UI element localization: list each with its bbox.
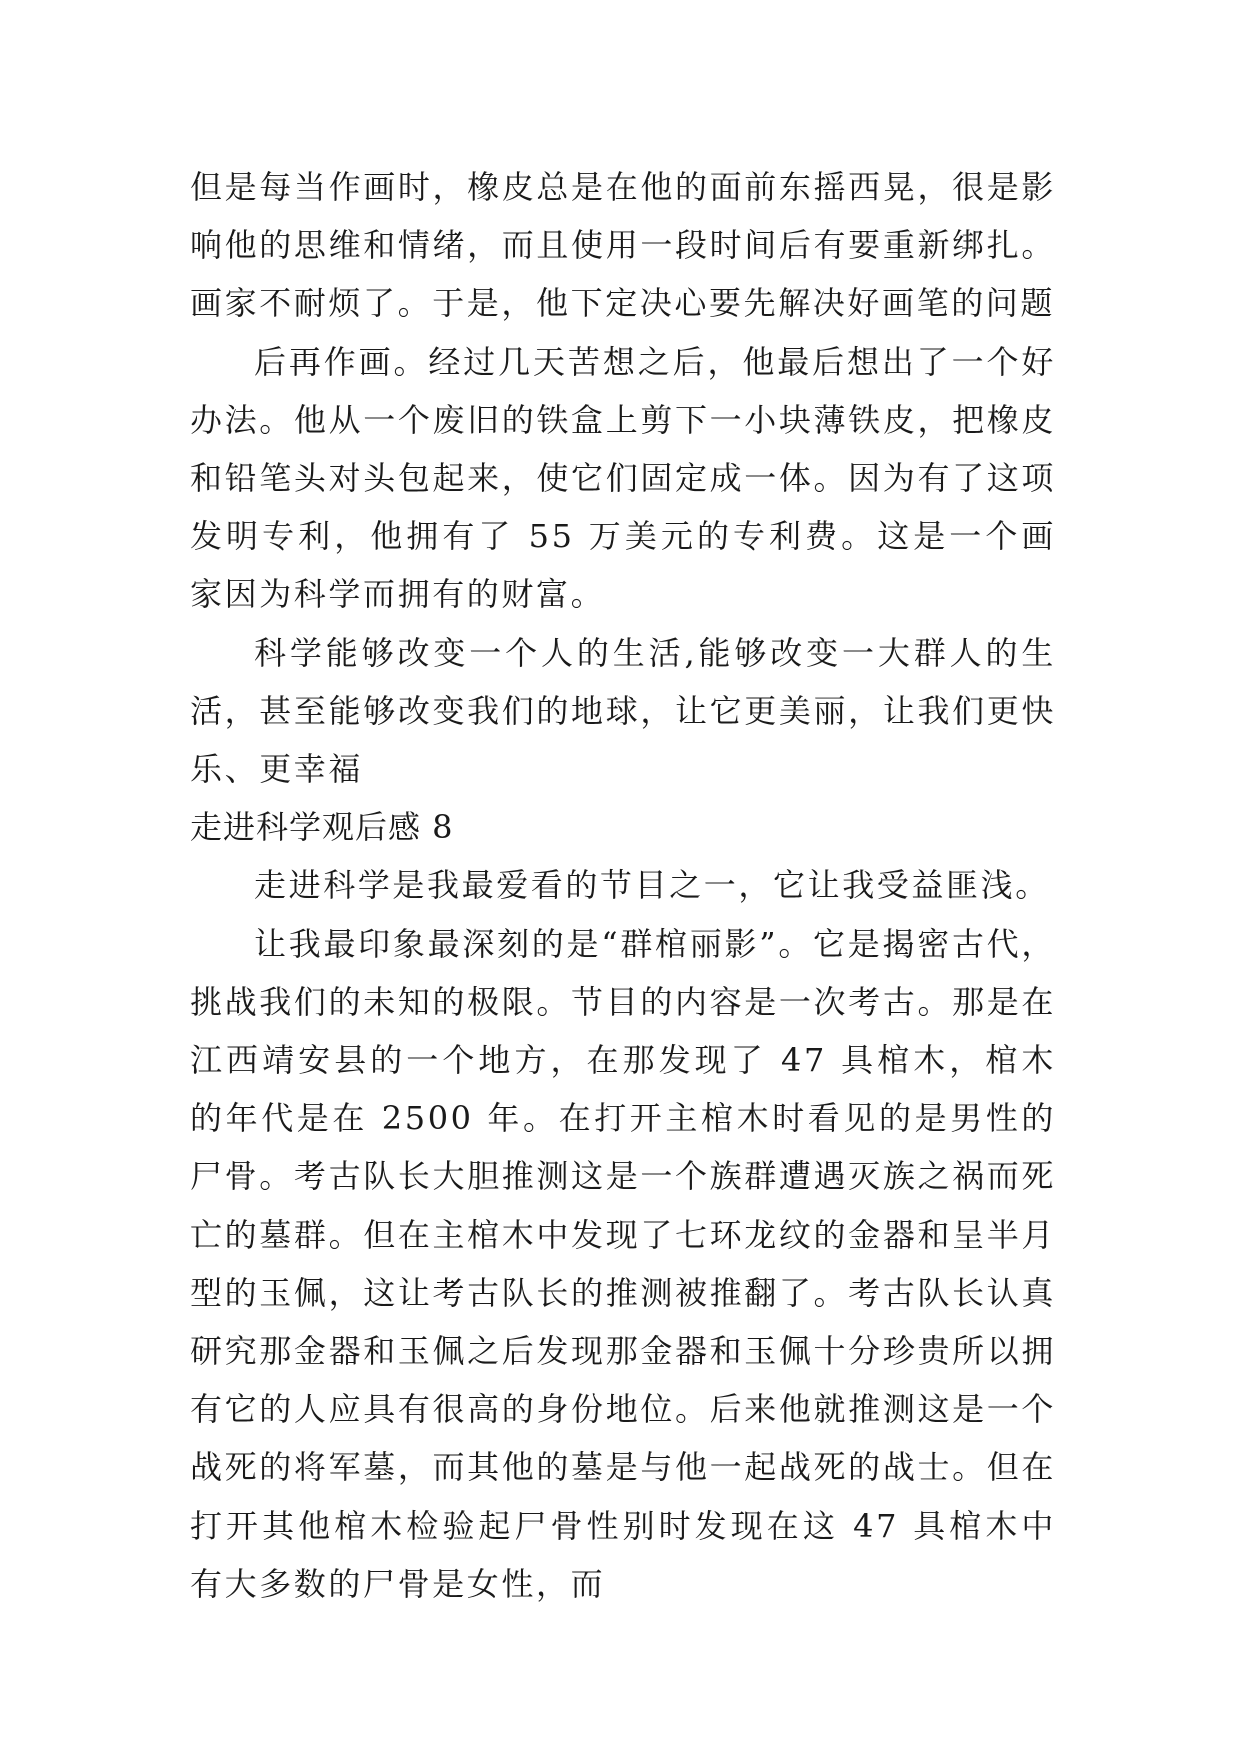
paragraph-favorite-program: 走进科学是我最爱看的节目之一，它让我受益匪浅。 <box>254 866 1050 905</box>
section-heading: 走进科学观后感 8 <box>190 808 454 847</box>
paragraph-painter-eraser: 但是每当作画时，橡皮总是在他的面前东摇西晃，很是影响他的思维和情绪，而且使用一段时间后有要重新绑扎。画家不耐烦了。于是，他下定决心要先解决好画笔的问题 <box>190 168 1056 323</box>
paragraph-science-changes-life: 科学能够改变一个人的生活,能够改变一大群人的生活，甚至能够改变我们的地球，让它更美丽，让我们更快乐、更幸福 <box>190 633 1056 789</box>
paragraph-coffin-archaeology: 让我最印象最深刻的是“群棺丽影”。它是揭密古代，挑战我们的未知的极限。节目的内容是一次考古。那是在江西靖安县的一个地方，在那发现了 47 具棺木，棺木的年代是在 2500 年。在打开主棺木时看见的是男性的尸骨。考古队长大胆推测这是一个族群遭遇灭族之祸而死亡的墓群。但在主棺木中发现了七环龙纹的金器和呈半月型的玉佩，这让考古队长的推测被推翻了。考古队长认真研究那金器和玉佩之后发现那金器和玉佩十分珍贵所以拥有它的人应具有很高的身份地位。后来他就推测这是一个战死的将军墓，而其他的墓是与他一起战死的战士。但在打开其他棺木检验起尸骨性别时发现在这 47 具棺木中有大多数的尸骨是女性，而 <box>190 924 1056 1603</box>
document-body <box>190 158 1056 1613</box>
paragraph-pencil-invention: 后再作画。经过几天苦想之后，他最后想出了一个好办法。他从一个废旧的铁盒上剪下一小块薄铁皮，把橡皮和铅笔头对头包起来，使它们固定成一体。因为有了这项发明专利，他拥有了 55 万美元的专利费。这是一个画家因为科学而拥有的财富。 <box>190 342 1056 614</box>
